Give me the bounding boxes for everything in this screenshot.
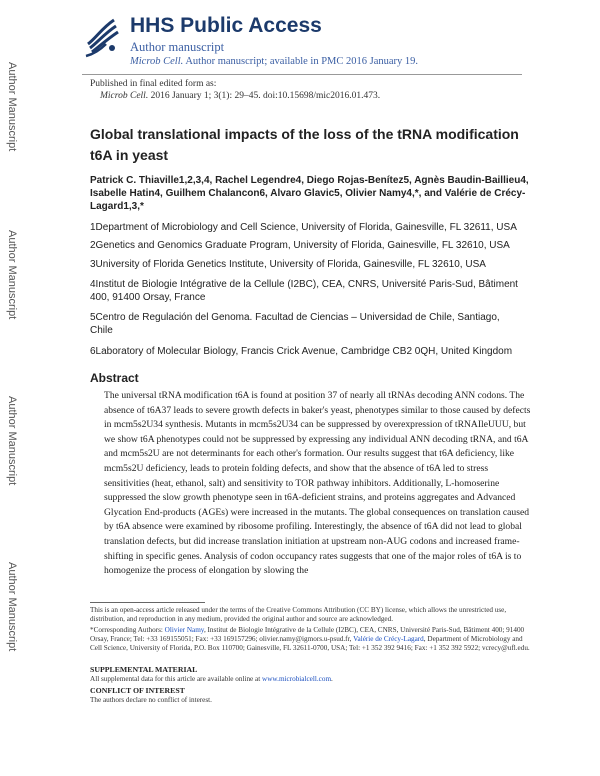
corresponding-prefix: *Corresponding Authors: [90,626,165,634]
affiliation: 6Laboratory of Molecular Biology, Francis Crick Avenue, Cambridge CB2 0QH, United Kingdom [90,346,513,357]
abstract-heading: Abstract [90,371,139,385]
article-title: Global translational impacts of the loss of the tRNA modification t6A in yeast [90,126,519,163]
abstract-text: The universal tRNA modification t6A is found at position 37 of nearly all tRNAs decoding ANN codons. The absence of t6A37 leads to severe growth defects in baker's yeast, phenotypes similar to those caused by defects in mcm5s2U34 synthesis. Mutants in mcm5s2U34 can be suppressed by overexpression of tRNAIleUUU, but we show t6A phenotypes could not be suppressed by expressing any individual ANN decoding tRNA, and t6A and mcm5s2U are not determinants for each other's formation. Our results suggest that t6A deficiency, like mcm5s2U deficiency, leads to protein folding defects, and show that the absence of t6A led to stress sensitivities (heat, ethanol, salt) and sensitivity to TOR pathway inhibitors. Additionally, L-homoserine suppressed the slow growth phenotype seen in t6A-deficient strains, and proteins aggregates and Advanced Glycation End-products (AGEs) were increased in the mutants. The global consequences on translation caused by t6A absence were examined by ribosome profiling. Interestingly, the absence of t6A did not lead to global translation defects, but did increase translation initiation at upstream non-AUG codons and increased frame-shifting in specific genes. Analysis of codon occupancy rates suggests that one of the major roles of t6A is to homogenize the process of elongation by slowing the [104,390,531,577]
footnote-divider [90,602,205,603]
conflict-text: The authors declare no conflict of interest. [90,696,212,704]
supplemental-link[interactable]: www.microbialcell.com [262,675,332,683]
supplemental-heading: SUPPLEMENTAL MATERIAL [90,665,198,674]
sidebar-label: Author Manuscript [6,562,18,652]
sidebar-label: Author Manuscript [6,230,18,320]
corresponding-mid: , Institut de Biologie Intégrative de la Cellule (I2BC), CEA, CNRS, Université Paris-Sud, Bâtiment 400; 91400 Orsay, France; Tel: +33 169155051; Fax: +33 169157296; olivier.namy@igmors.u-psud.fr, [90,626,525,643]
supplemental-suffix: . [331,675,333,683]
published-label: Published in final edited form as: [90,79,217,89]
corresponding-rest: , Department of Microbiology and Cell Science, University of Florida, P.O. Box 110700; Gainesville, FL 32611-0700, USA; Tel: +1 352 392 9416; Fax: +1 352 392 5922; vcrecy@ufl.edu. [90,634,530,652]
affiliation: 3University of Florida Genetics Institute, University of Florida, Gainesville, FL 32610, USA [90,259,486,270]
supplemental-prefix: All supplemental data for this article are available online at [90,675,263,683]
sidebar-label: Author Manuscript [6,62,18,152]
availability-text: Author manuscript; available in PMC 2016 January 19. [183,56,419,67]
affiliation: 2Genetics and Genomics Graduate Program, University of Florida, Gainesville, FL 32610, USA [90,240,510,251]
journal-name: Microb Cell. [130,56,184,67]
affiliation: 1Department of Microbiology and Cell Science, University of Florida, Gainesville, FL 32611, USA [90,222,517,233]
license-footnote: This is an open-access article released under the terms of the Creative Commons Attribution (CC BY) license, which allows the unrestricted use, distribution, and reproduction in any medium, provided the original author and source are acknowledged. [90,606,507,623]
hhs-title: HHS Public Access [130,14,322,37]
affiliation: 4Institut de Biologie Intégrative de la Cellule (I2BC), CEA, CNRS, Université Paris-Sud, Bâtiment 400, 91400 Orsay, France [90,279,518,303]
hhs-eagle-logo-icon [82,14,122,62]
affiliation: 5Centro de Regulación del Genoma. Facultad de Ciencias – Universidad de Chile, Santiago, Chile [90,312,500,336]
corresponding-author-link[interactable]: Valérie de Crécy-Lagard [353,634,424,643]
header-divider [82,74,522,75]
citation-journal: Microb Cell. [100,91,149,101]
citation-line [90,90,380,102]
publication-info [90,78,380,102]
conflict-heading: CONFLICT OF INTEREST [90,686,185,695]
manuscript-label: Author manuscript [130,40,225,54]
availability-line [130,56,418,67]
corresponding-footnote [90,626,530,653]
supplemental-text [90,675,530,684]
citation-text: 2016 January 1; 3(1): 29–45. doi:10.15698/mic2016.01.473. [148,91,381,101]
author-list: Patrick C. Thiaville1,2,3,4, Rachel Legendre4, Diego Rojas-Benítez5, Agnès Baudin-Baillieu4, Isabelle Hatin4, Guilhem Chalancon6, Alvaro Glavic5, Olivier Namy4,*, and Valérie de Crécy-Lagard1,3,* [90,175,529,212]
corresponding-author-link[interactable]: Olivier Namy [164,626,204,634]
sidebar-label: Author Manuscript [6,396,18,486]
